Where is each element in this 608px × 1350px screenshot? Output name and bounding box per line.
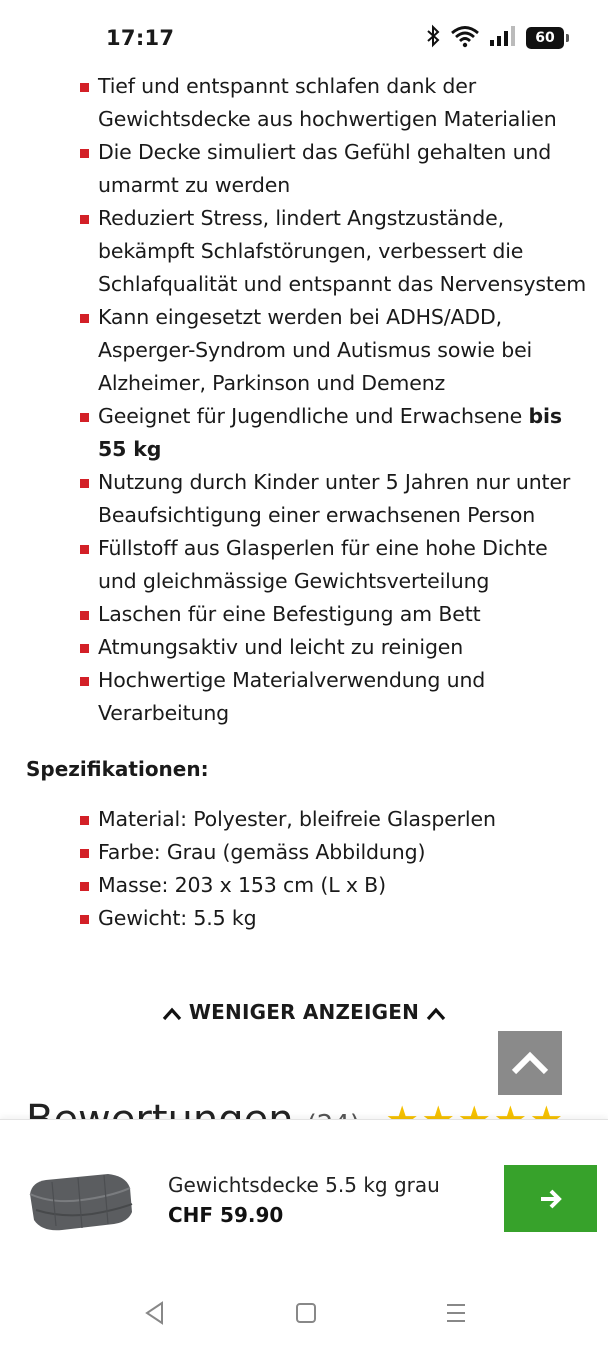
product-image[interactable]	[22, 1164, 134, 1236]
system-nav-bar	[0, 1276, 608, 1350]
scroll-to-top-button[interactable]	[498, 1031, 562, 1095]
list-item: Reduziert Stress, lindert Angstzustände, bekämpft Schlafstörungen, verbessert die Schlafqualität und entspannt das Nervensystem	[98, 202, 588, 301]
list-item: Atmungsaktiv und leicht zu reinigen	[98, 631, 588, 664]
list-item: Masse: 203 x 153 cm (L x B)	[98, 869, 588, 902]
list-item: Die Decke simuliert das Gefühl gehalten und umarmt zu werden	[98, 136, 588, 202]
spec-heading: Spezifikationen:	[26, 757, 209, 781]
list-item: Farbe: Grau (gemäss Abbildung)	[98, 836, 588, 869]
back-triangle-icon	[140, 1298, 170, 1328]
list-item: Material: Polyester, bleifreie Glasperlen	[98, 803, 588, 836]
battery-icon: 60	[526, 27, 564, 49]
bluetooth-icon	[425, 24, 441, 52]
show-less-label: WENIGER ANZEIGEN	[188, 1000, 420, 1024]
show-less-button[interactable]	[0, 1000, 608, 1026]
go-to-product-button[interactable]	[504, 1165, 597, 1232]
spec-list	[0, 803, 608, 935]
recents-button[interactable]	[441, 1298, 471, 1328]
list-item: Tief und entspannt schlafen dank der Gewichtsdecke aus hochwertigen Materialien	[98, 70, 588, 136]
signal-icon	[489, 25, 517, 51]
list-item: Nutzung durch Kinder unter 5 Jahren nur unter Beaufsichtigung einer erwachsenen Person	[98, 466, 588, 532]
status-time: 17:17	[106, 26, 175, 50]
list-item: Gewicht: 5.5 kg	[98, 902, 588, 935]
chevron-up-icon	[426, 1002, 446, 1026]
list-item: Laschen für eine Befestigung am Bett	[98, 598, 588, 631]
list-item: Hochwertige Materialverwendung und Verarbeitung	[98, 664, 588, 730]
sticky-product-bar	[0, 1119, 608, 1276]
chevron-up-icon	[162, 1002, 182, 1026]
home-square-icon	[291, 1298, 321, 1328]
weight-limit: bis 55 kg	[98, 404, 562, 461]
product-name[interactable]: Gewichtsdecke 5.5 kg grau	[168, 1173, 440, 1197]
back-button[interactable]	[140, 1298, 170, 1328]
status-bar	[0, 0, 608, 72]
product-description	[0, 70, 608, 935]
arrow-right-icon	[538, 1187, 564, 1211]
chevron-up-icon	[510, 1050, 550, 1076]
list-item: Geeignet für Jugendliche und Erwachsene bis 55 kg	[98, 400, 588, 466]
menu-lines-icon	[441, 1298, 471, 1328]
status-icons	[425, 24, 564, 52]
product-price: CHF 59.90	[168, 1203, 284, 1227]
list-item: Füllstoff aus Glasperlen für eine hohe Dichte und gleichmässige Gewichtsverteilung	[98, 532, 588, 598]
list-item: Kann eingesetzt werden bei ADHS/ADD, Asperger-Syndrom und Autismus sowie bei Alzheimer, Parkinson und Demenz	[98, 301, 588, 400]
home-button[interactable]	[291, 1298, 321, 1328]
feature-list	[0, 70, 608, 730]
wifi-icon	[450, 25, 480, 51]
